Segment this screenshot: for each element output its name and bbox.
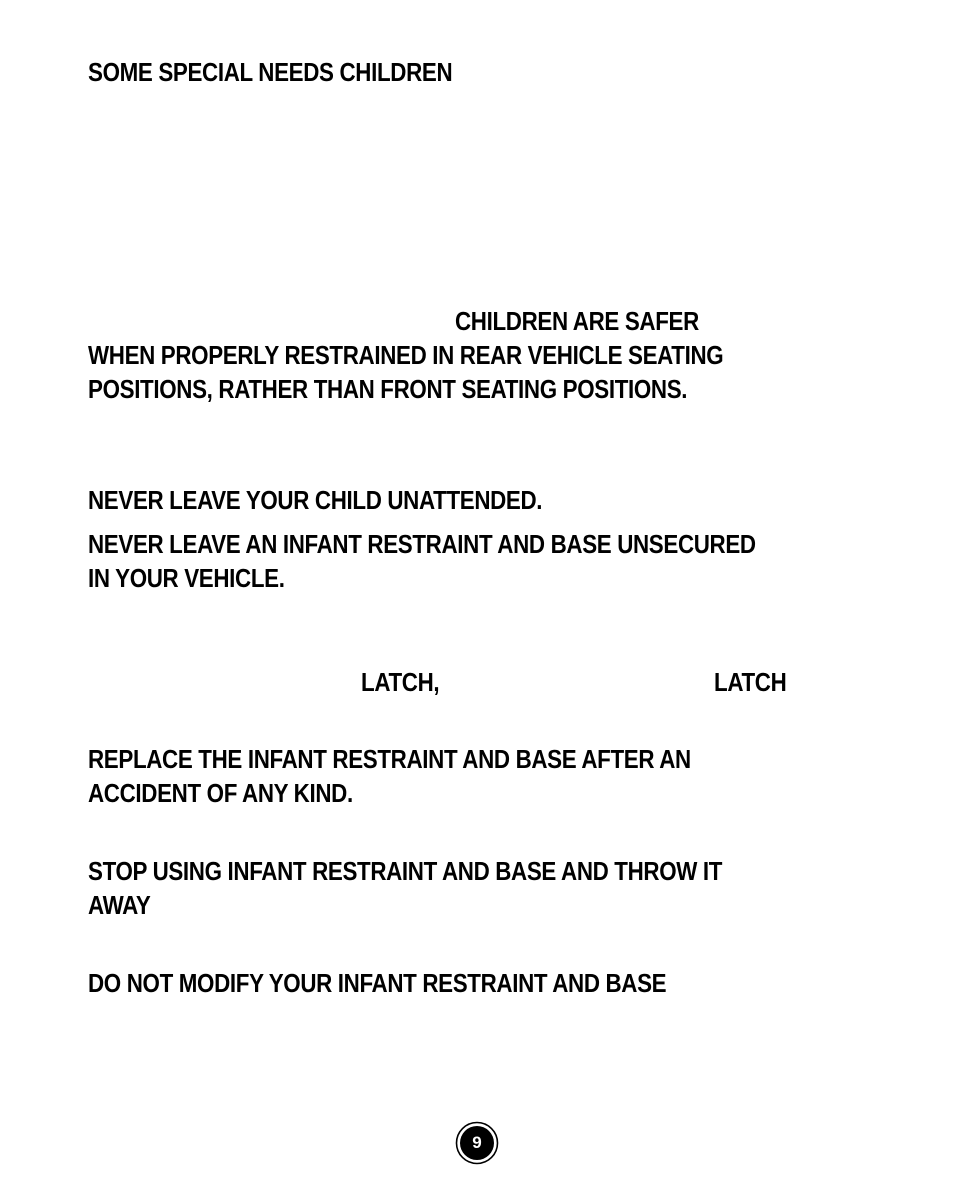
- never-unsecured-warning-line-2: IN YOUR VEHICLE.: [88, 563, 285, 593]
- page-number-badge: [455, 1121, 499, 1165]
- page-number: 9: [472, 1133, 482, 1152]
- never-unattended-warning: NEVER LEAVE YOUR CHILD UNATTENDED.: [88, 485, 543, 515]
- never-unsecured-warning-line-1: NEVER LEAVE AN INFANT RESTRAINT AND BASE UNSECURED: [88, 529, 756, 559]
- stop-using-warning-line-1: STOP USING INFANT RESTRAINT AND BASE AND THROW IT: [88, 856, 723, 886]
- front-seating-text: POSITIONS, RATHER THAN FRONT SEATING POSITIONS.: [88, 374, 688, 404]
- latch-term-2: LATCH: [714, 667, 787, 697]
- do-not-modify-warning: DO NOT MODIFY YOUR INFANT RESTRAINT AND BASE: [88, 968, 667, 998]
- latch-term-1: LATCH,: [361, 667, 440, 697]
- replace-warning-line-2: ACCIDENT OF ANY KIND.: [88, 778, 353, 808]
- special-needs-heading: SOME SPECIAL NEEDS CHILDREN: [88, 57, 453, 87]
- rear-seating-text: WHEN PROPERLY RESTRAINED IN REAR VEHICLE SEATING: [88, 340, 724, 370]
- children-safer-text: CHILDREN ARE SAFER: [455, 306, 699, 336]
- stop-using-warning-line-2: AWAY: [88, 890, 151, 920]
- replace-warning-line-1: REPLACE THE INFANT RESTRAINT AND BASE AFTER AN: [88, 744, 691, 774]
